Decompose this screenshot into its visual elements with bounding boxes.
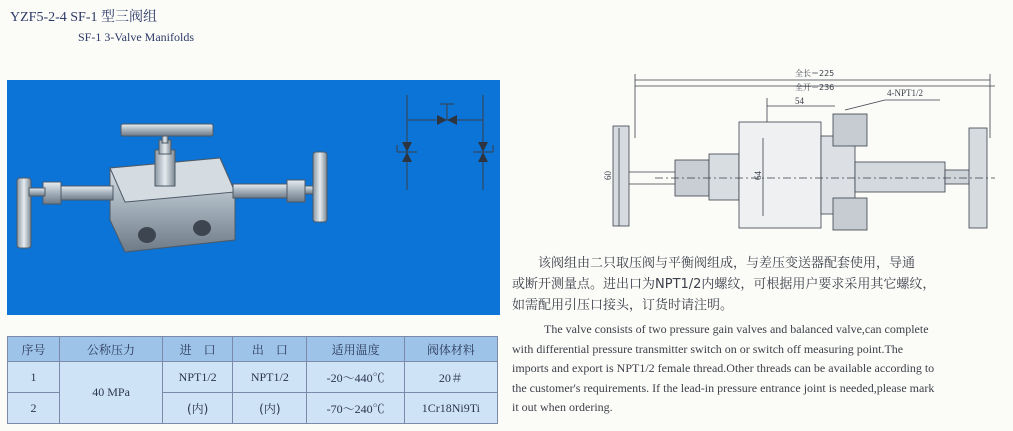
header-temp: 适用温度 bbox=[307, 337, 404, 362]
desc-zh-line: 如需配用引压口接头，订货时请注明。 bbox=[512, 298, 734, 313]
dim-54: 54 bbox=[795, 96, 804, 106]
desc-en-line: the customer's requirements. If the lead-in pressure entrance joint is needed,please mark bbox=[512, 380, 935, 395]
cell-outlet: (内) bbox=[233, 393, 307, 424]
header-material: 阀体材料 bbox=[404, 337, 497, 362]
description-chinese bbox=[512, 253, 1002, 316]
header-pressure: 公称压力 bbox=[60, 337, 163, 362]
desc-zh-line: 或断开测量点。进出口为NPT1/2内螺纹，可根据用户要求采用其它螺纹， bbox=[512, 277, 936, 292]
dim-total-length: 全长＝225 bbox=[795, 69, 835, 78]
description-english bbox=[512, 320, 1004, 418]
header-outlet: 出 口 bbox=[233, 337, 307, 362]
desc-en-line: it out when ordering. bbox=[512, 400, 613, 414]
page-title: YZF5-2-4 SF-1 型三阀组 bbox=[10, 10, 158, 25]
cell-material: 1Cr18Ni9Ti bbox=[404, 393, 497, 424]
cell-inlet: NPT1/2 bbox=[163, 362, 233, 393]
desc-en-line: The valve consists of two pressure gain valves and balanced valve,can complete bbox=[544, 322, 929, 336]
cell-temp: -70～240℃ bbox=[307, 393, 404, 424]
cell-material: 20＃ bbox=[404, 362, 497, 393]
table-row bbox=[8, 362, 498, 393]
cell-temp: -20～440℃ bbox=[307, 362, 404, 393]
desc-en-line: with differential pressure transmitter switch on or switch off measuring point.The bbox=[512, 341, 904, 356]
cell-inlet: (内) bbox=[163, 393, 233, 424]
thread-label: 4-NPT1/2 bbox=[887, 88, 923, 98]
cell-no: 1 bbox=[8, 362, 60, 393]
page-subtitle: SF-1 3-Valve Manifolds bbox=[78, 30, 194, 44]
dim-60: 60 bbox=[603, 171, 613, 180]
header-inlet: 进 口 bbox=[163, 337, 233, 362]
cell-no: 2 bbox=[8, 393, 60, 424]
dimension-drawing bbox=[595, 58, 1010, 238]
dim-total-open: 全开＝236 bbox=[795, 83, 835, 92]
table-header-row bbox=[8, 337, 498, 362]
header-no: 序号 bbox=[8, 337, 60, 362]
valve-schematic bbox=[395, 90, 510, 200]
cell-pressure: 40 MPa bbox=[60, 362, 163, 424]
desc-en-line: imports and export is NPT1/2 female thread.Other threads can be available according to bbox=[512, 361, 935, 375]
cell-outlet: NPT1/2 bbox=[233, 362, 307, 393]
desc-zh-line: 该阀组由二只取压阀与平衡阀组成，与差压变送器配套使用，导通 bbox=[538, 256, 916, 271]
dim-64: 64 bbox=[753, 171, 763, 180]
spec-table bbox=[7, 336, 498, 424]
